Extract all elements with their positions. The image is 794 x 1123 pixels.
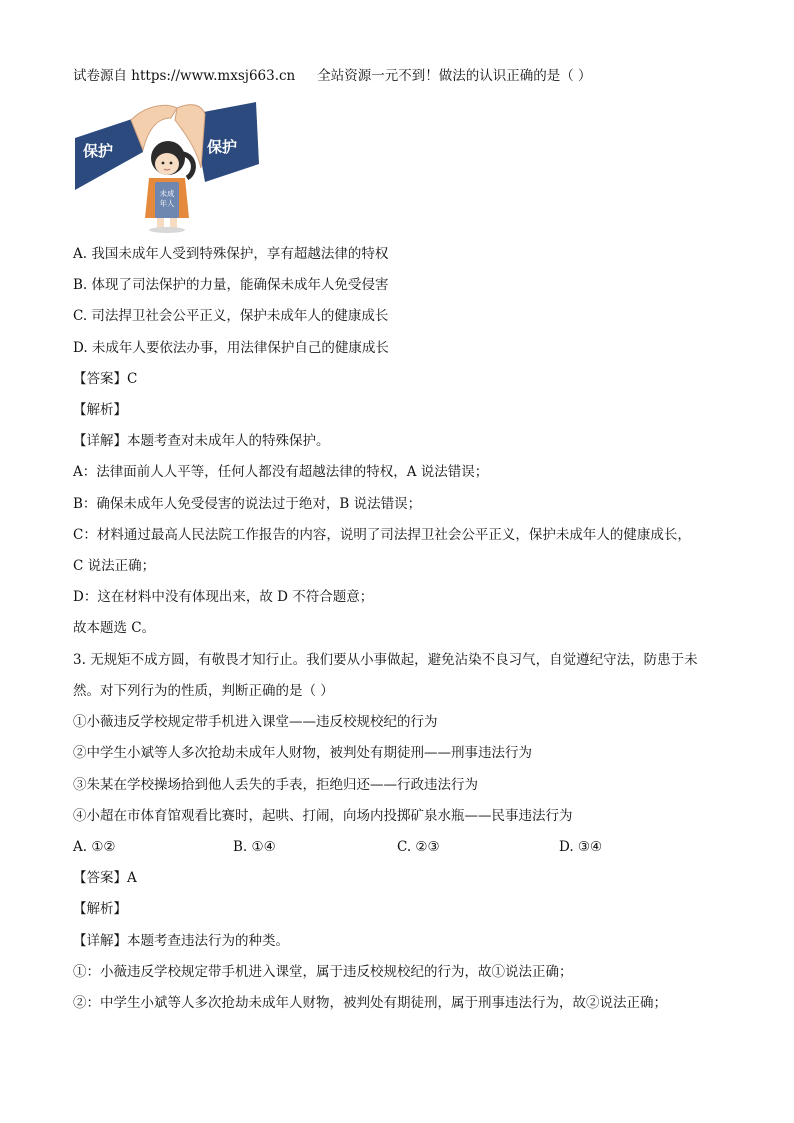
girl-face-shape [155, 153, 179, 175]
q2-explanation-b: B：确保未成年人免受侵害的说法过于绝对，B 说法错误； [73, 496, 422, 512]
detail-intro: 本题考查对未成年人的特殊保护。 [127, 433, 330, 449]
protection-illustration [73, 98, 263, 234]
q2-explanation-c: C：材料通过最高人民法院工作报告的内容，说明了司法捍卫社会公平正义，保护未成年人的健康成长， [73, 527, 691, 543]
q3-item-2: ②中学生小斌等人多次抢劫未成年人财物，被判处有期徒刑——刑事违法行为 [73, 745, 532, 761]
q3-item-4: ④小超在市体育馆观看比赛时，起哄、打闹，向场内投掷矿泉水瓶——民事违法行为 [73, 808, 573, 824]
right-protect-label: 保护 [207, 138, 238, 156]
q2-option-c: C. 司法捍卫社会公平正义，保护未成年人的健康成长 [73, 308, 389, 324]
source-label: 试卷源自 [73, 68, 127, 84]
q3-item-1: ①小薇违反学校规定带手机进入课堂——违反校规校纪的行为 [73, 714, 438, 730]
source-url[interactable]: https://www.mxsj663.cn [131, 68, 296, 84]
promo-text: 全站资源一元不到！做法的认识正确的是（ ） [317, 68, 592, 84]
girl-leg-shape [170, 218, 177, 228]
q3-choice-a: A. ①② [73, 839, 116, 855]
q2-analysis-tag: 【解析】 [73, 402, 127, 418]
detail-tag: 【详解】 [73, 433, 127, 449]
apron-label-line1: 未成 [159, 189, 175, 198]
header-line [73, 66, 592, 86]
answer-tag: 【答案】 [73, 371, 127, 387]
q2-option-a: A. 我国未成年人受到特殊保护，享有超越法律的特权 [73, 246, 389, 262]
q3-choice-d: D. ③④ [559, 839, 603, 855]
answer-tag: 【答案】 [73, 870, 127, 886]
q3-analysis-tag: 【解析】 [73, 901, 127, 917]
q3-stem-line1: 3. 无规矩不成方圆，有敬畏才知行止。我们要从小事做起，避免沾染不良习气，自觉遵纪守法，防患于未 [73, 652, 698, 668]
protection-illustration-svg [73, 98, 263, 234]
answer-value: C [127, 371, 138, 387]
girl-leg-shape [157, 218, 164, 228]
girl-eye-shape [162, 162, 165, 165]
q3-choice-c: C. ②③ [397, 839, 440, 855]
q3-explanation-2: ②：中学生小斌等人多次抢劫未成年人财物，被判处有期徒刑，属于刑事违法行为，故②说法正确； [73, 995, 667, 1011]
q3-choice-b: B. ①④ [233, 839, 276, 855]
girl-eye-shape [170, 162, 173, 165]
left-protect-label: 保护 [83, 142, 114, 160]
q3-item-3: ③朱某在学校操场拾到他人丢失的手表，拒绝归还——行政违法行为 [73, 777, 478, 793]
q2-explanation-a: A：法律面前人人平等，任何人都没有超越法律的特权，A 说法错误； [73, 464, 489, 480]
q3-choices [73, 837, 713, 857]
shadow-shape [149, 227, 185, 233]
q2-detail [73, 431, 330, 451]
detail-intro: 本题考查违法行为的种类。 [127, 933, 289, 949]
q2-conclusion: 故本题选 C。 [73, 620, 156, 636]
detail-tag: 【详解】 [73, 933, 127, 949]
q2-option-b: B. 体现了司法保护的力量，能确保未成年人免受侵害 [73, 277, 389, 293]
q3-stem-line2: 然。对下列行为的性质，判断正确的是（ ） [73, 683, 334, 699]
q2-explanation-d: D：这在材料中没有体现出来，故 D 不符合题意； [73, 589, 374, 605]
q2-option-d: D. 未成年人要依法办事，用法律保护自己的健康成长 [73, 340, 389, 356]
answer-value: A [127, 870, 137, 886]
apron-label-line2: 年人 [159, 199, 175, 208]
q2-answer [73, 369, 137, 389]
q2-explanation-c-cont: C 说法正确； [73, 558, 156, 574]
q3-detail [73, 931, 289, 951]
q3-answer [73, 868, 137, 888]
q3-explanation-1: ①：小薇违反学校规定带手机进入课堂，属于违反校规校纪的行为，故①说法正确； [73, 964, 573, 980]
